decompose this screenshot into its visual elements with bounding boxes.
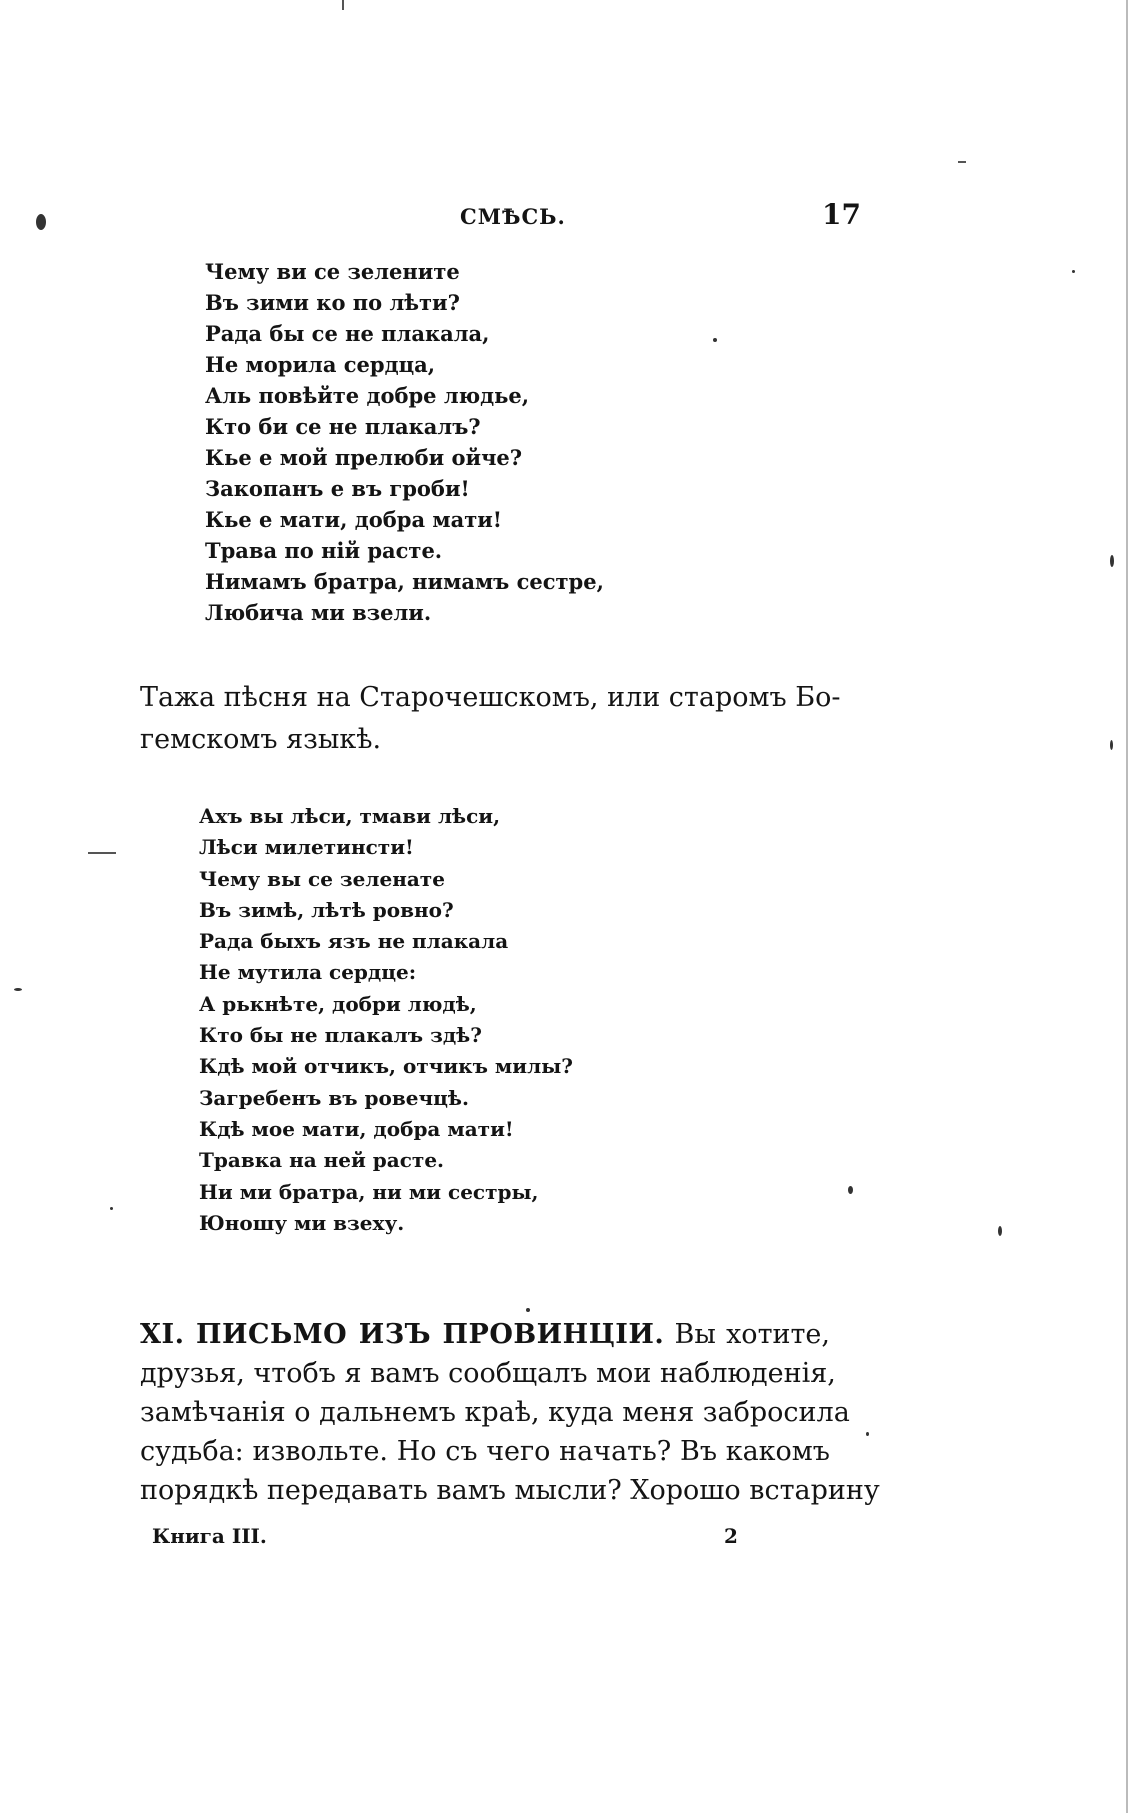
poem-line: Загребенъ въ ровечцѣ. xyxy=(199,1085,469,1110)
poem-line: Лѣси милетинсти! xyxy=(199,835,414,860)
poem-line: Ахъ вы лѣси, тмави лѣси, xyxy=(199,804,501,828)
poem-line: Любича ми взели. xyxy=(205,600,432,625)
scan-speck xyxy=(526,1308,530,1312)
poem-line: Кто бы не плакалъ здѣ? xyxy=(199,1023,482,1048)
header-title: СМѢСЬ. xyxy=(460,204,566,229)
letter-line: судьба: извольте. Но съ чего начать? Въ какомъ xyxy=(140,1436,830,1467)
page-edge-line xyxy=(1126,0,1128,1813)
poem-line: Рада быхъ язъ не плакала xyxy=(199,929,509,954)
poem-line: Кдѣ мой отчикъ, отчикъ милы? xyxy=(199,1054,574,1079)
scan-speck xyxy=(1110,740,1113,750)
scan-speck xyxy=(110,1207,113,1210)
scan-speck xyxy=(1072,270,1075,273)
poem-line: Травка на ней расте. xyxy=(199,1148,445,1173)
scan-speck xyxy=(998,1226,1002,1236)
poem-line: Закопанъ е въ гроби! xyxy=(205,476,470,501)
poem-line: Чему вы се зеленате xyxy=(199,866,445,891)
page-footer xyxy=(0,1524,1140,1554)
scan-speck xyxy=(848,1186,853,1194)
poem-line: Въ зимѣ, лѣтѣ ровно? xyxy=(199,897,454,922)
poem-line: Кье е мати, добра мати! xyxy=(205,507,503,532)
poem-line: Трава по ній расте. xyxy=(205,538,443,563)
signature-mark: 2 xyxy=(724,1524,738,1548)
intro-paragraph xyxy=(140,677,841,761)
section-heading: XI. ПИСЬМО ИЗЪ ПРОВИНЦІИ. xyxy=(140,1319,665,1350)
intro-line: Тажа пѣсня на Старочешскомъ, или старомъ Бо- xyxy=(140,682,841,713)
running-head xyxy=(0,200,1140,240)
poem-line: Чему ви се зелените xyxy=(205,259,460,284)
poem-line: Рада бы се не плакала, xyxy=(205,321,490,346)
poem-line: Юношу ми взеху. xyxy=(199,1210,405,1235)
letter-line: друзья, чтобъ я вамъ сообщалъ мои наблюденія, xyxy=(140,1358,836,1389)
poem-line: Нимамъ братра, нимамъ сестре, xyxy=(205,569,604,594)
poem-line: Аль повѣйте добре людье, xyxy=(205,383,530,408)
poem-serbian xyxy=(205,256,604,628)
page-number: 17 xyxy=(822,198,861,231)
scan-speck xyxy=(1110,555,1114,567)
poem-line: Кье е мой прелюби ойче? xyxy=(205,445,523,470)
letter-line: порядкѣ передавать вамъ мысли? Хорошо встарину xyxy=(140,1475,880,1506)
page-edge-mark xyxy=(958,161,966,163)
poem-line: Не мутила сердце: xyxy=(199,960,417,985)
letter-paragraph xyxy=(140,1315,880,1510)
poem-line: Въ зими ко по лѣти? xyxy=(205,290,460,315)
scan-speck xyxy=(14,988,22,991)
scan-speck xyxy=(36,214,46,230)
letter-line: замѣчанія о дальнемъ краѣ, куда меня забросила xyxy=(140,1397,850,1428)
page-edge-mark xyxy=(342,0,344,10)
letter-text: Вы хотите, xyxy=(674,1319,830,1350)
poem-line: Ни ми братра, ни ми сестры, xyxy=(199,1179,539,1204)
poem-line: Кто би се не плакалъ? xyxy=(205,414,481,439)
poem-line: Кдѣ мое мати, добра мати! xyxy=(199,1116,514,1141)
page-edge-mark xyxy=(88,852,116,854)
letter-line xyxy=(140,1315,830,1354)
poem-line: А рькнѣте, добри людѣ, xyxy=(199,991,477,1016)
scan-speck xyxy=(713,338,717,342)
book-reference: Книга III. xyxy=(152,1524,267,1548)
scan-speck xyxy=(866,1432,869,1436)
poem-line: Не морила сердца, xyxy=(205,352,436,377)
poem-czech xyxy=(199,801,573,1239)
intro-line: гемскомъ языкѣ. xyxy=(140,724,382,755)
